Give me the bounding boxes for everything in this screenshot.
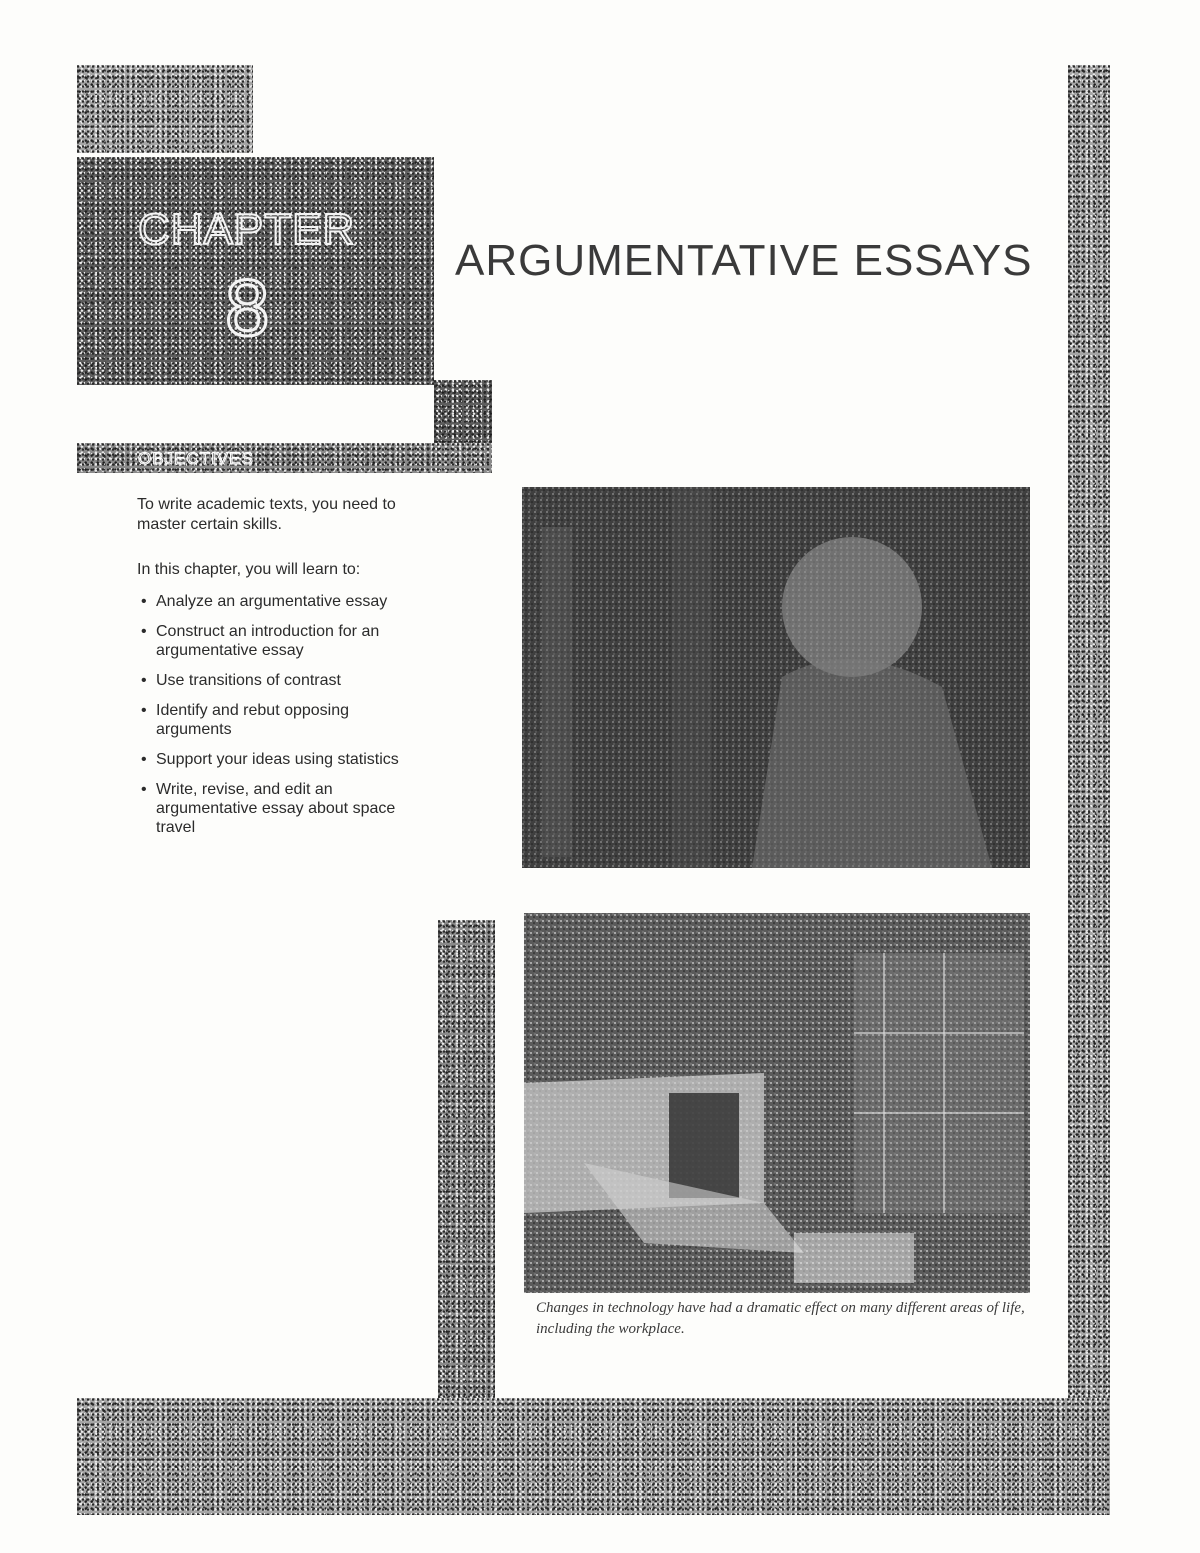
photo-bottom [524,913,1030,1293]
corner-texture-block [77,65,253,153]
chapter-label: CHAPTER [138,205,356,254]
objective-item: • Analyze an argumentative essay [138,592,408,611]
objectives-list [138,592,408,848]
objective-item: • Construct an introduction for an argumentative essay [138,622,408,660]
objectives-intro: To write academic texts, you need to master certain skills. [137,496,396,533]
objective-item: • Support your ideas using statistics [138,750,408,769]
column-divider-strip [438,920,495,1398]
objective-item: • Identify and rebut opposing arguments [138,701,408,739]
chapter-number: 8 [225,263,270,352]
objective-item: • Use transitions of contrast [138,671,408,690]
objectives-heading: OBJECTIVES [138,449,254,468]
objective-item: • Write, revise, and edit an argumentative essay about space travel [138,780,408,837]
objectives-lead: In this chapter, you will learn to: [137,561,361,578]
chapter-badge-tab [434,380,492,444]
page-edge-shadow [1068,65,1110,1515]
photo-caption: Changes in technology have had a dramatic effect on many different areas of life, including the workplace. [536,1300,1025,1337]
photo-top-image [522,487,1030,868]
photo-bottom-image [524,913,1030,1293]
footer-texture-band [77,1398,1110,1515]
photo-top [522,487,1030,868]
chapter-title: ARGUMENTATIVE ESSAYS [455,236,1033,285]
